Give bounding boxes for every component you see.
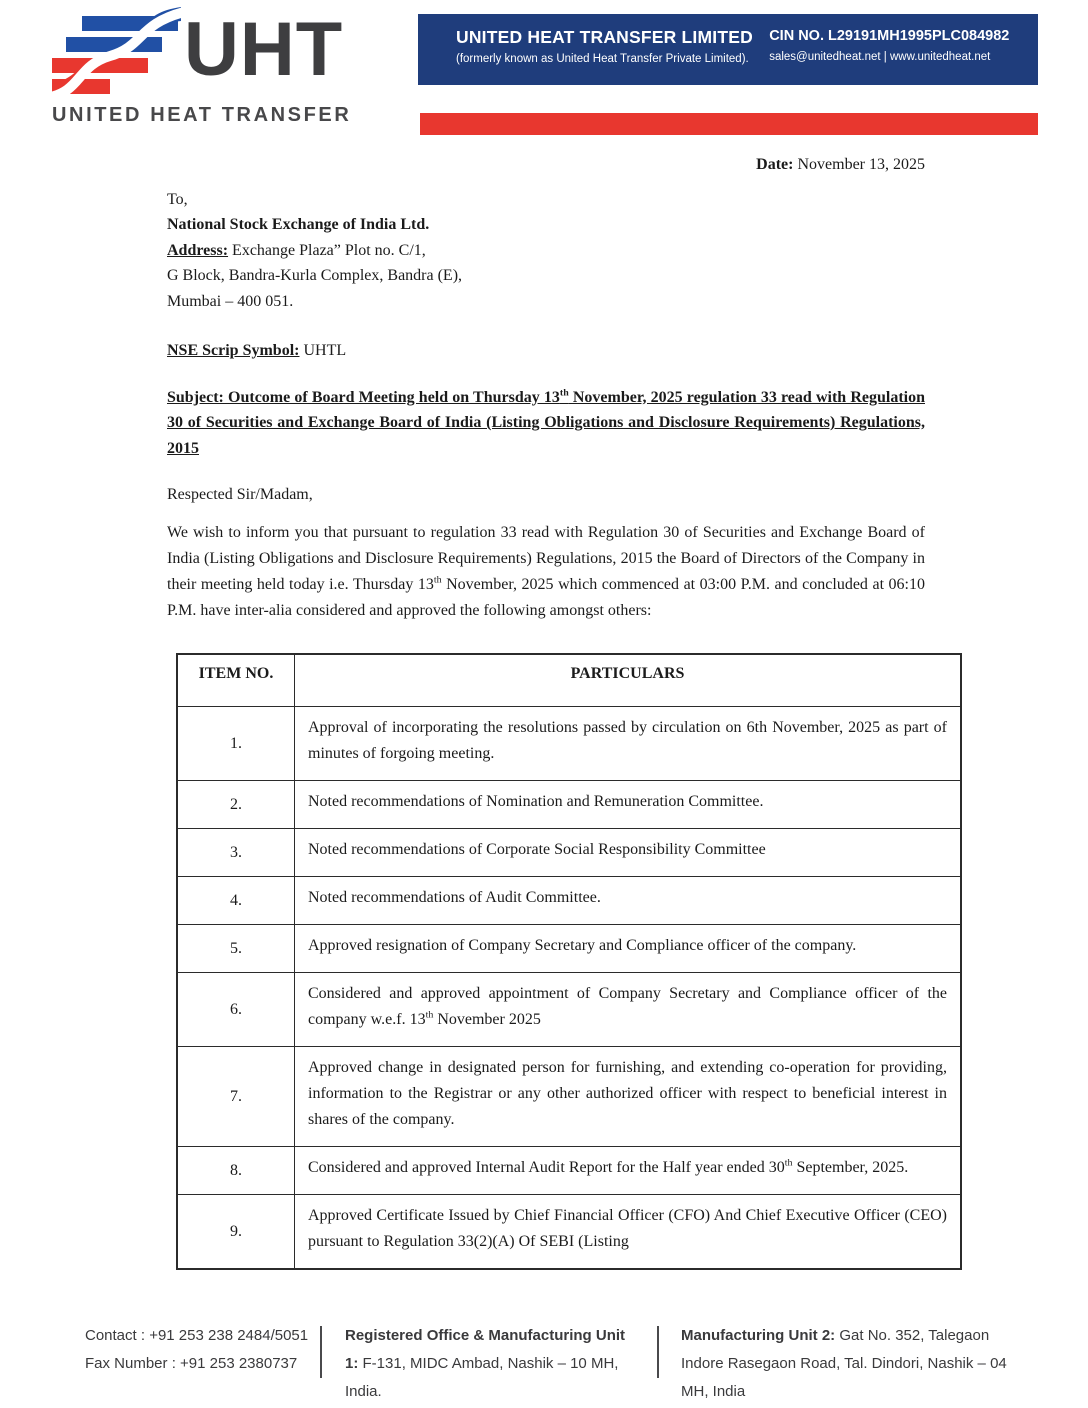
item-number: 9. [177, 1195, 295, 1270]
table-row [177, 829, 961, 877]
item-number: 5. [177, 925, 295, 973]
item-number: 7. [177, 1047, 295, 1147]
item-number: 3. [177, 829, 295, 877]
footer-unit2-label: Manufacturing Unit 2: [681, 1327, 836, 1344]
scrip-line [167, 338, 925, 364]
company-name: UNITED HEAT TRANSFER LIMITED [456, 27, 753, 47]
scrip-value: UHTL [303, 342, 347, 359]
letter-content [167, 152, 947, 1270]
date-label: Date: [756, 156, 794, 173]
item-number: 1. [177, 707, 295, 781]
footer-contact: Contact : +91 253 238 2484/5051 [85, 1327, 309, 1344]
item-particulars: Approved resignation of Company Secretary and Compliance officer of the company. [295, 925, 962, 973]
to-line: To, [167, 190, 188, 208]
brand-name: UHT [184, 7, 344, 92]
footer-fax: Fax Number : +91 253 2380737 [85, 1355, 298, 1372]
uht-logo-icon [52, 4, 182, 100]
item-particulars: Approval of incorporating the resolutions passed by circulation on 6th November, 2025 as part of minutes of forgoing meeting. [295, 707, 962, 781]
table-row [177, 877, 961, 925]
footer-unit2-address: Gat No. 352, Talegaon Indore Rasegaon Road, Tal. Dindori, Nashik – 04 MH, India [681, 1327, 1007, 1400]
item-particulars: Considered and approved appointment of Company Secretary and Compliance officer of the company w.e.f. 13th November 2025 [295, 973, 962, 1047]
date-value: November 13, 2025 [797, 156, 925, 173]
item-number: 6. [177, 973, 295, 1047]
subject-line: Subject: Outcome of Board Meeting held on Thursday 13th November, 2025 regulation 33 read with Regulation 30 of Securities and Exchange Board of India (Listing Obligations and Disclosure Requirements) Regulations, 2015 [167, 387, 925, 457]
footer-contact-block [85, 1322, 320, 1378]
footer-unit2-block [681, 1322, 1021, 1406]
address-label: Address: [167, 241, 229, 259]
item-number: 8. [177, 1147, 295, 1195]
company-header-right [765, 14, 1038, 85]
table-row [177, 781, 961, 829]
red-accent-bar [420, 113, 1038, 135]
table-header-row [177, 654, 961, 707]
address-line-3: Mumbai – 400 051. [167, 292, 294, 310]
footer-unit1-block [345, 1322, 637, 1406]
item-particulars: Noted recommendations of Nomination and Remuneration Committee. [295, 781, 962, 829]
body-paragraph: We wish to inform you that pursuant to regulation 33 read with Regulation 30 of Securities and Exchange Board of India (Listing Obligations and Disclosure Requirements) Regulations, 2015 the Board of Directors of the Company in their meeting held today i.e. Thursday 13th November, 2025 which commenced at 03:00 P.M. and concluded at 06:10 P.M. have inter-alia considered and approved the following amongst others: [167, 523, 925, 619]
company-formerly: (formerly known as United Heat Transfer Private Limited). [456, 53, 749, 65]
brand-tagline: UNITED HEAT TRANSFER [52, 104, 352, 126]
item-number: 4. [177, 877, 295, 925]
company-cin: CIN NO. L29191MH1995PLC084982 [769, 28, 1010, 44]
footer-divider [657, 1326, 659, 1378]
address-line-2: G Block, Bandra-Kurla Complex, Bandra (E), [167, 267, 463, 284]
item-particulars: Noted recommendations of Audit Committee. [295, 877, 962, 925]
item-particulars: Noted recommendations of Corporate Social Responsibility Committee [295, 829, 962, 877]
footer-unit1-label: Registered Office & Manufacturing Unit 1: [345, 1327, 626, 1372]
item-particulars: Considered and approved Internal Audit Report for the Half year ended 30th September, 2025. [295, 1147, 962, 1195]
company-header-left [418, 14, 765, 85]
particulars-table [176, 653, 962, 1271]
table-row [177, 1047, 961, 1147]
item-number: 2. [177, 781, 295, 829]
address-line-1 [167, 238, 925, 264]
table-row [177, 925, 961, 973]
item-particulars: Approved change in designated person for furnishing, and extending co-operation for providing, information to the Registrar or any other authorized officer with respect to beneficial interest in shares of the company. [295, 1047, 962, 1147]
company-header-banner [418, 14, 1038, 85]
brand-block [52, 4, 382, 127]
header-particulars: PARTICULARS [295, 654, 962, 707]
table-row [177, 973, 961, 1047]
table-row [177, 1147, 961, 1195]
item-particulars: Approved Certificate Issued by Chief Financial Officer (CFO) And Chief Executive Officer (CEO) pursuant to Regulation 33(2)(A) Of SEBI (Listing [295, 1195, 962, 1270]
table-row [177, 1195, 961, 1270]
address-value-1: Exchange Plaza” Plot no. C/1, [232, 241, 426, 259]
recipient-name: National Stock Exchange of India Ltd. [167, 216, 430, 233]
company-contacts: sales@unitedheat.net | www.unitedheat.net [769, 51, 991, 63]
salutation: Respected Sir/Madam, [167, 486, 313, 503]
scrip-label: NSE Scrip Symbol: [167, 342, 300, 359]
footer-unit1-address: F-131, MIDC Ambad, Nashik – 10 MH, India. [345, 1355, 619, 1400]
header-item-no: ITEM NO. [177, 654, 295, 707]
date-line [167, 152, 925, 178]
table-row [177, 707, 961, 781]
footer-divider [320, 1326, 322, 1378]
